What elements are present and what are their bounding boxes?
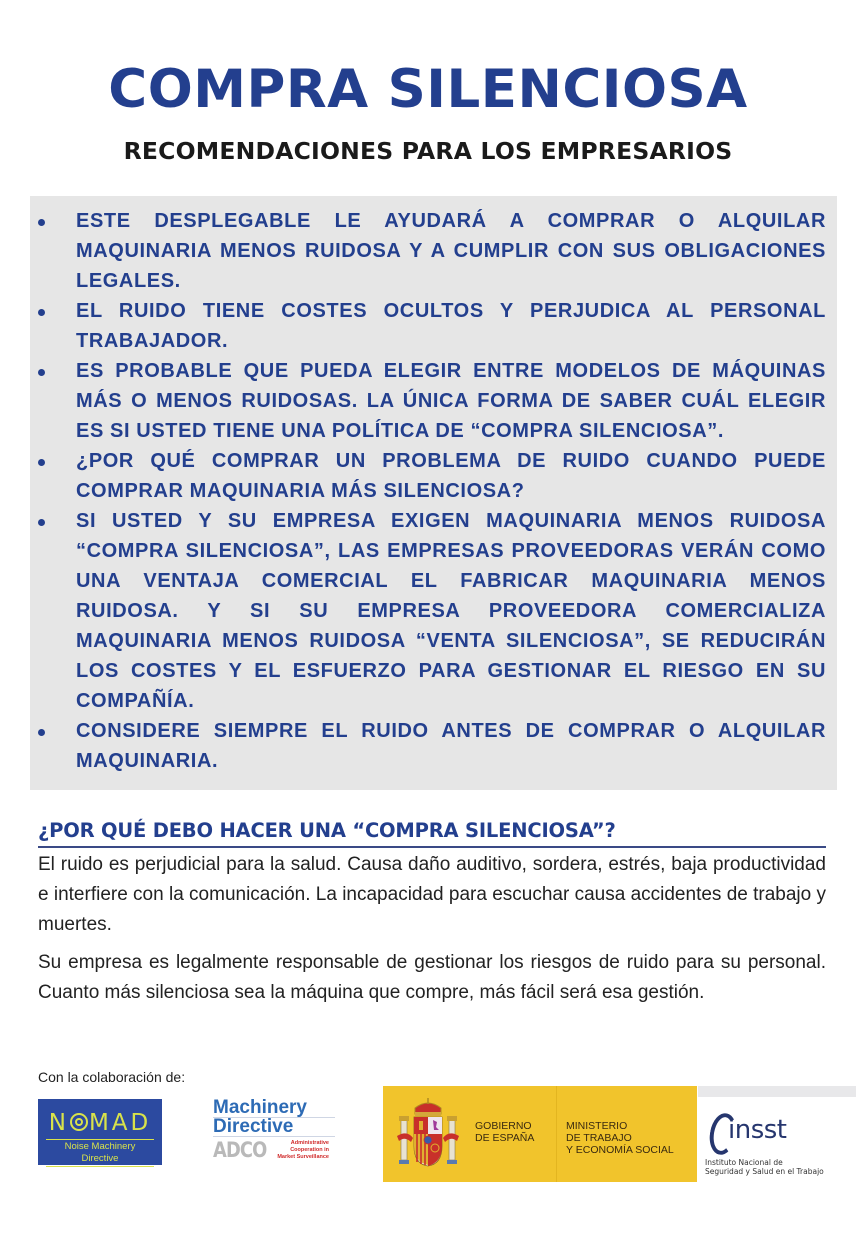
divider: [556, 1086, 557, 1182]
key-points-list: [30, 206, 837, 776]
gobierno-label: GOBIERNO DE ESPAÑA: [475, 1120, 535, 1144]
insst-top-bar: [698, 1086, 856, 1097]
bullet-icon: [38, 219, 45, 226]
target-icon: [70, 1113, 88, 1131]
bullet-icon: [38, 729, 45, 736]
page-subtitle: RECOMENDACIONES PARA LOS EMPRESARIOS: [123, 137, 733, 165]
adco-wordmark: ADCO: [213, 1138, 267, 1162]
gobierno-espana-logo: [383, 1086, 697, 1182]
md-line1: Machinery: [213, 1099, 335, 1118]
insst-logo: [698, 1086, 856, 1182]
nomad-logo: [38, 1099, 162, 1165]
key-point: ¿POR QUÉ COMPRAR UN PROBLEMA DE RUIDO CUANDO PUEDE COMPRAR MAQUINARIA MÁS SILENCIOSA?: [30, 446, 837, 506]
key-point: EL RUIDO TIENE COSTES OCULTOS Y PERJUDICA AL PERSONAL TRABAJADOR.: [30, 296, 837, 356]
key-point: ESTE DESPLEGABLE LE AYUDARÁ A COMPRAR O ALQUILAR MAQUINARIA MENOS RUIDOSA Y A CUMPLIR CON SUS OBLIGACIONES LEGALES.: [30, 206, 837, 296]
adco-subtitle: Administrative Cooperation in Market Surveillance: [277, 1140, 329, 1160]
bullet-icon: [38, 459, 45, 466]
bullet-icon: [38, 309, 45, 316]
key-point: ES PROBABLE QUE PUEDA ELEGIR ENTRE MODELOS DE MÁQUINAS MÁS O MENOS RUIDOSAS. LA ÚNICA FORMA DE SABER CUÁL ELEGIR ES SI USTED TIENE UNA POLÍTICA DE “COMPRA SILENCIOSA”.: [30, 356, 837, 446]
insst-wordmark: insst: [728, 1115, 787, 1145]
section-body: [38, 850, 826, 1016]
key-points-box: [30, 196, 837, 790]
nomad-tagline: Noise Machinery Directive: [46, 1139, 154, 1167]
bullet-icon: [38, 519, 45, 526]
section-heading: ¿POR QUÉ DEBO HACER UNA “COMPRA SILENCIOSA”?: [38, 817, 826, 848]
key-point: SI USTED Y SU EMPRESA EXIGEN MAQUINARIA MENOS RUIDOSA “COMPRA SILENCIOSA”, LAS EMPRESAS PROVEEDORAS VERÁN COMO UNA VENTAJA COMERCIAL EL FABRICAR MAQUINARIA MENOS RUIDOSA. Y SI SU EMPRESA PROVEEDORA COMERCIALIZA MAQUINARIA MENOS RUIDOSA “VENTA SILENCIOSA”, SE REDUCIRÁN LOS COSTES Y EL ESFUERZO PARA GESTIONAR EL RIESGO EN SU COMPAÑÍA.: [30, 506, 837, 716]
machinery-directive-logo: [213, 1099, 335, 1165]
paragraph: Su empresa es legalmente responsable de gestionar los riesgos de ruido para su personal. Cuanto más silenciosa sea la máquina que compre, más fácil será esa gestión.: [38, 952, 826, 1003]
bullet-icon: [38, 369, 45, 376]
paragraph: El ruido es perjudicial para la salud. Causa daño auditivo, sordera, estrés, baja productividad e interfiere con la comunicación. La incapacidad para escuchar causa accidentes de trabajo y muertes.: [38, 854, 826, 935]
md-line2: Directive: [213, 1118, 335, 1137]
nomad-wordmark: N MAD: [48, 1110, 152, 1136]
ministerio-label: MINISTERIO DE TRABAJO Y ECONOMÍA SOCIAL: [566, 1120, 674, 1156]
page-title: COMPRA SILENCIOSA: [108, 59, 748, 120]
insst-subtitle: Instituto Nacional de Seguridad y Salud en el Trabajo: [705, 1158, 824, 1176]
collaboration-label: Con la colaboración de:: [38, 1069, 186, 1085]
key-point: CONSIDERE SIEMPRE EL RUIDO ANTES DE COMPRAR O ALQUILAR MAQUINARIA.: [30, 716, 837, 776]
spain-coat-of-arms-icon: [397, 1098, 459, 1170]
